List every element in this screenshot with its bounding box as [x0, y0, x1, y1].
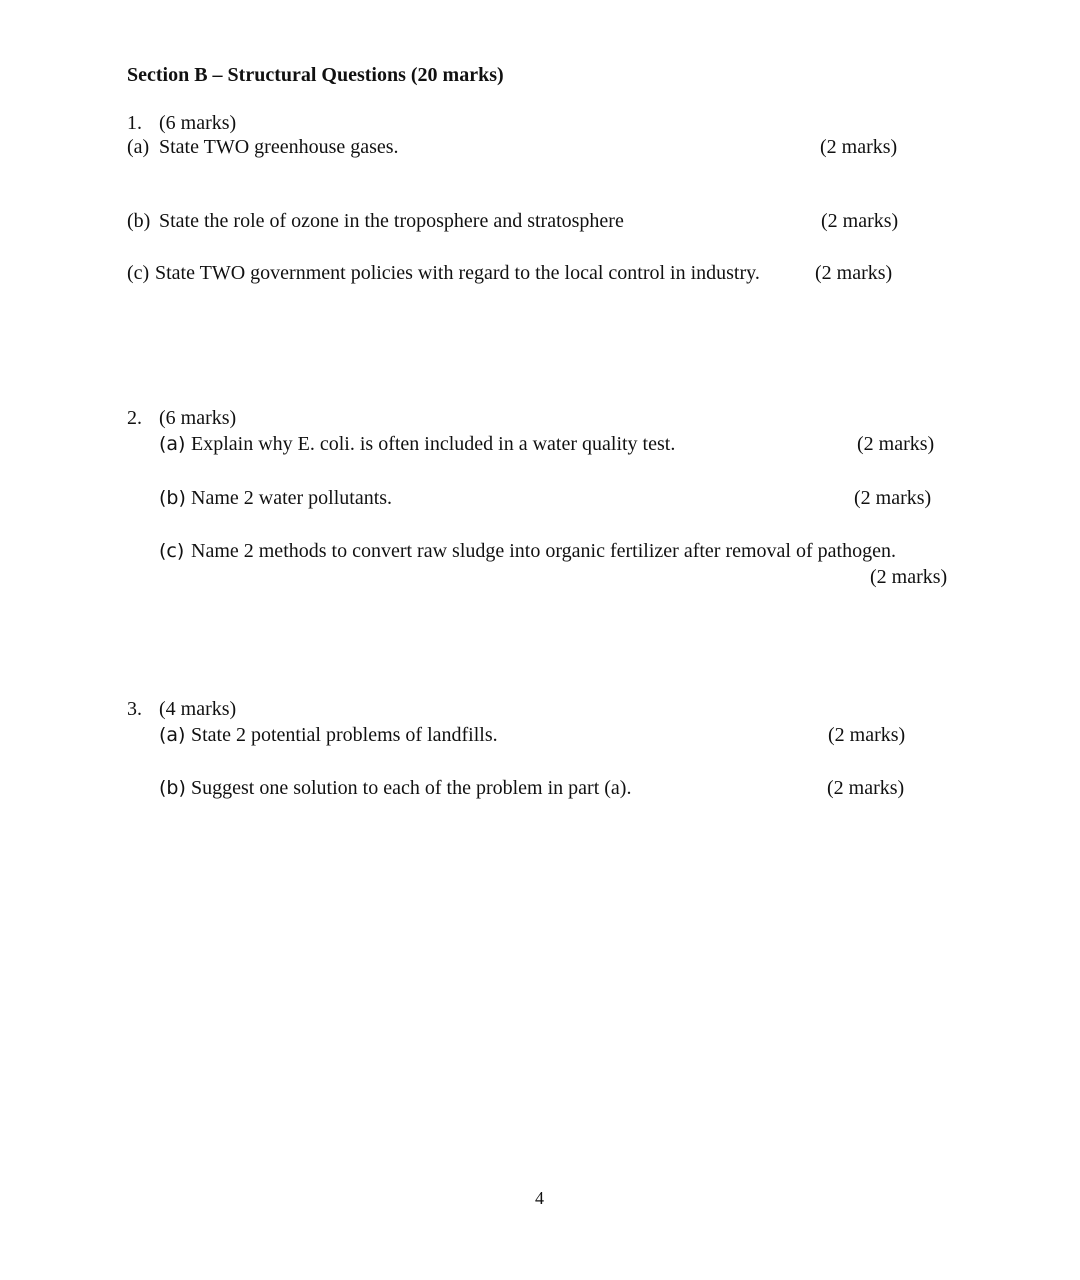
question-1c-text-line [127, 261, 760, 285]
section-title: Section B – Structural Questions (20 marks) [127, 64, 504, 86]
question-3a-text: State 2 potential problems of landfills. [191, 724, 498, 746]
question-2a-text: Explain why E. coli. is often included in a water quality test. [191, 433, 676, 455]
question-3a-label: (a) [159, 724, 186, 746]
question-1b-marks: (2 marks) [821, 210, 899, 232]
question-1b-text: State the role of ozone in the troposphere and stratosphere [159, 210, 624, 232]
question-1c-marks: (2 marks) [815, 262, 893, 284]
question-1c-text: State TWO government policies with regard to the local control in industry. [155, 262, 760, 284]
question-3-header [127, 697, 236, 721]
question-3-marks: (4 marks) [159, 698, 237, 720]
question-2-marks: (6 marks) [159, 407, 237, 429]
question-2c-marks: (2 marks) [870, 566, 948, 588]
question-3b-marks: (2 marks) [827, 777, 905, 799]
question-2-header [127, 406, 236, 430]
question-3a-text-line [159, 723, 498, 747]
question-2b-marks: (2 marks) [854, 487, 932, 509]
question-2c-label: (c) [159, 540, 185, 562]
question-1a-text: State TWO greenhouse gases. [159, 136, 399, 158]
question-1-marks: (6 marks) [159, 112, 237, 134]
page-number: 4 [535, 1188, 544, 1208]
question-1c-label: (c) [127, 262, 150, 284]
question-2b-label: (b) [159, 487, 186, 509]
question-2c-text-line [159, 539, 896, 563]
question-1a-marks: (2 marks) [820, 136, 898, 158]
question-2b-text-line [159, 486, 392, 510]
question-2b-text: Name 2 water pollutants. [191, 487, 393, 509]
question-3-number: 3. [127, 698, 142, 720]
question-1a-label: (a) [127, 136, 150, 158]
question-3a-marks: (2 marks) [828, 724, 906, 746]
question-1-number: 1. [127, 112, 142, 134]
question-1b-label: (b) [127, 210, 151, 232]
question-1b-text-line [127, 209, 624, 233]
question-2a-marks: (2 marks) [857, 433, 935, 455]
question-2-number: 2. [127, 407, 142, 429]
question-3b-label: (b) [159, 777, 186, 799]
question-1-header [127, 111, 236, 135]
question-2a-text-line [159, 432, 675, 456]
question-3b-text-line [159, 776, 631, 800]
question-1a-text-line [127, 135, 399, 159]
question-2c-text: Name 2 methods to convert raw sludge into organic fertilizer after removal of pathogen. [191, 540, 896, 562]
question-3b-text: Suggest one solution to each of the problem in part (a). [191, 777, 632, 799]
question-2a-label: (a) [159, 433, 186, 455]
